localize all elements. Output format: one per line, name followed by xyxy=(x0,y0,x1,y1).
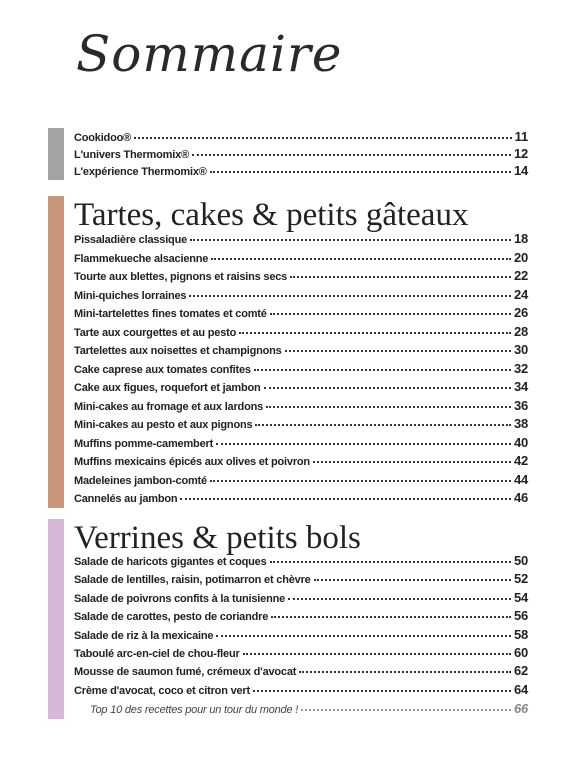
toc-entry-page: 30 xyxy=(513,342,528,357)
toc-entry-label: Mini-cakes au pesto et aux pignons xyxy=(74,419,253,431)
verrines-section xyxy=(48,519,528,719)
toc-entry[interactable] xyxy=(74,571,528,589)
toc-entry[interactable] xyxy=(74,379,528,398)
page-title: Sommaire xyxy=(76,25,343,83)
dot-leader xyxy=(216,443,511,445)
dot-leader xyxy=(216,635,511,637)
toc-entry-label: Cannelés au jambon xyxy=(74,493,178,505)
toc-entry-label: Cake caprese aux tomates confites xyxy=(74,363,251,376)
dot-leader xyxy=(288,598,511,600)
toc-entry-label: Taboulé arc-en-ciel de chou-fleur xyxy=(74,647,240,660)
toc-note-label: Top 10 des recettes pour un tour du monde ! xyxy=(90,704,299,716)
dot-leader xyxy=(254,369,511,371)
toc-entry-label: Salade de poivrons confits à la tunisienne xyxy=(74,592,286,605)
toc-note-page: 66 xyxy=(513,701,528,716)
toc-entry[interactable] xyxy=(74,163,528,180)
toc-entry[interactable] xyxy=(74,645,528,663)
toc-entry-page: 58 xyxy=(513,626,528,642)
verrines-heading: Verrines & petits bols xyxy=(74,520,361,556)
toc-note-entry[interactable] xyxy=(74,701,528,716)
toc-entry-label: L'expérience Thermomix® xyxy=(74,166,207,178)
dot-leader xyxy=(190,239,511,241)
toc-entry[interactable] xyxy=(74,398,528,417)
toc-entry[interactable] xyxy=(74,305,528,324)
dot-leader xyxy=(189,295,511,297)
toc-entry-page: 32 xyxy=(513,360,528,376)
toc-entry-page: 62 xyxy=(513,663,528,679)
dot-leader xyxy=(271,616,511,618)
dot-leader xyxy=(192,154,511,156)
toc-entry[interactable] xyxy=(74,590,528,608)
toc-entry-page: 14 xyxy=(513,163,528,178)
toc-entry-page: 22 xyxy=(513,268,528,283)
toc-entry-page: 64 xyxy=(513,681,528,697)
dot-leader xyxy=(290,276,511,278)
toc-entry[interactable] xyxy=(74,361,528,380)
toc-entry-page: 26 xyxy=(513,305,528,320)
toc-entry[interactable] xyxy=(74,416,528,435)
toc-entry[interactable] xyxy=(74,472,528,491)
toc-entry-page: 56 xyxy=(513,608,528,624)
toc-entry-page: 40 xyxy=(513,434,528,450)
toc-entry-label: Mini-cakes au fromage et aux lardons xyxy=(74,400,264,413)
toc-entry-page: 34 xyxy=(513,379,528,394)
tartes-heading: Tartes, cakes & petits gâteaux xyxy=(74,197,469,233)
tartes-section xyxy=(48,196,528,508)
toc-entry-label: L'univers Thermomix® xyxy=(74,149,189,161)
intro-section xyxy=(48,128,528,180)
toc-entry-page: 36 xyxy=(513,397,528,413)
dot-leader xyxy=(313,461,511,463)
toc-entry[interactable] xyxy=(74,231,528,250)
toc-entry-label: Mousse de saumon fumé, crémeux d'avocat xyxy=(74,666,297,679)
toc-entry-page: 54 xyxy=(513,589,528,605)
dot-leader xyxy=(210,171,511,173)
toc-entry-page: 20 xyxy=(513,249,528,265)
toc-entry-label: Mini-quiches lorraines xyxy=(74,289,187,302)
dot-leader xyxy=(299,671,511,673)
toc-entry[interactable] xyxy=(74,342,528,361)
tartes-color-bar xyxy=(48,196,64,508)
toc-entry[interactable] xyxy=(74,663,528,681)
toc-entry[interactable] xyxy=(74,435,528,454)
verrines-list xyxy=(74,553,528,700)
toc-entry-page: 11 xyxy=(514,129,528,144)
dot-leader xyxy=(211,258,511,260)
verrines-note-list xyxy=(74,701,528,716)
toc-entry-label: Tarte aux courgettes et au pesto xyxy=(74,326,237,339)
toc-entry-label: Salade de carottes, pesto de coriandre xyxy=(74,611,269,624)
toc-entry-page: 38 xyxy=(513,416,528,431)
dot-leader xyxy=(270,561,511,563)
dot-leader xyxy=(285,350,511,352)
dot-leader xyxy=(239,332,511,334)
dot-leader xyxy=(210,480,511,482)
toc-entry-label: Madeleines jambon-comté xyxy=(74,474,207,487)
toc-entry[interactable] xyxy=(74,129,528,146)
intro-list xyxy=(74,129,528,180)
toc-entry-label: Salade de lentilles, raisin, potimarron et chèvre xyxy=(74,574,311,587)
dot-leader xyxy=(264,387,511,389)
toc-entry-label: Muffins pomme-camembert xyxy=(74,437,214,450)
dot-leader xyxy=(266,406,511,408)
toc-entry-label: Pissaladière classique xyxy=(74,234,188,246)
toc-entry-label: Tartelettes aux noisettes et champignons xyxy=(74,345,282,357)
toc-entry-label: Muffins mexicains épicés aux olives et poivron xyxy=(74,456,310,468)
toc-entry[interactable] xyxy=(74,627,528,645)
toc-entry-page: 46 xyxy=(513,490,528,505)
tartes-list xyxy=(74,231,528,509)
toc-entry-label: Salade de haricots gigantes et coques xyxy=(74,556,267,568)
toc-entry-label: Crème d'avocat, coco et citron vert xyxy=(74,684,250,697)
toc-entry-label: Mini-tartelettes fines tomates et comté xyxy=(74,308,267,320)
toc-entry[interactable] xyxy=(74,608,528,626)
toc-entry-label: Salade de riz à la mexicaine xyxy=(74,629,214,642)
toc-entry[interactable] xyxy=(74,324,528,343)
toc-entry[interactable] xyxy=(74,268,528,287)
dot-leader xyxy=(270,313,511,315)
verrines-color-bar xyxy=(48,519,64,719)
dot-leader xyxy=(301,709,511,711)
toc-entry[interactable] xyxy=(74,490,528,509)
intro-color-bar xyxy=(48,128,64,180)
toc-entry[interactable] xyxy=(74,250,528,269)
toc-entry-page: 44 xyxy=(513,471,528,487)
dot-leader xyxy=(253,690,511,692)
dot-leader xyxy=(255,424,511,426)
toc-entry[interactable] xyxy=(74,682,528,700)
toc-entry-page: 60 xyxy=(513,644,528,660)
dot-leader xyxy=(180,498,511,500)
toc-entry-label: Cake aux figues, roquefort et jambon xyxy=(74,382,261,394)
toc-entry-page: 50 xyxy=(513,553,528,568)
toc-entry-label: Flammekueche alsacienne xyxy=(74,252,209,265)
toc-entry[interactable] xyxy=(74,453,528,472)
toc-entry[interactable] xyxy=(74,146,528,163)
toc-entry-page: 24 xyxy=(513,286,528,302)
dot-leader xyxy=(243,653,511,655)
dot-leader xyxy=(134,137,512,139)
toc-entry-page: 12 xyxy=(513,146,528,161)
dot-leader xyxy=(314,579,511,581)
toc-entry-page: 42 xyxy=(513,453,528,468)
toc-entry[interactable] xyxy=(74,287,528,306)
toc-entry-page: 18 xyxy=(513,231,528,246)
toc-entry-label: Cookidoo® xyxy=(74,132,132,144)
toc-entry[interactable] xyxy=(74,553,528,571)
toc-entry-page: 28 xyxy=(513,323,528,339)
toc-entry-label: Tourte aux blettes, pignons et raisins secs xyxy=(74,271,288,283)
toc-entry-page: 52 xyxy=(513,571,528,587)
